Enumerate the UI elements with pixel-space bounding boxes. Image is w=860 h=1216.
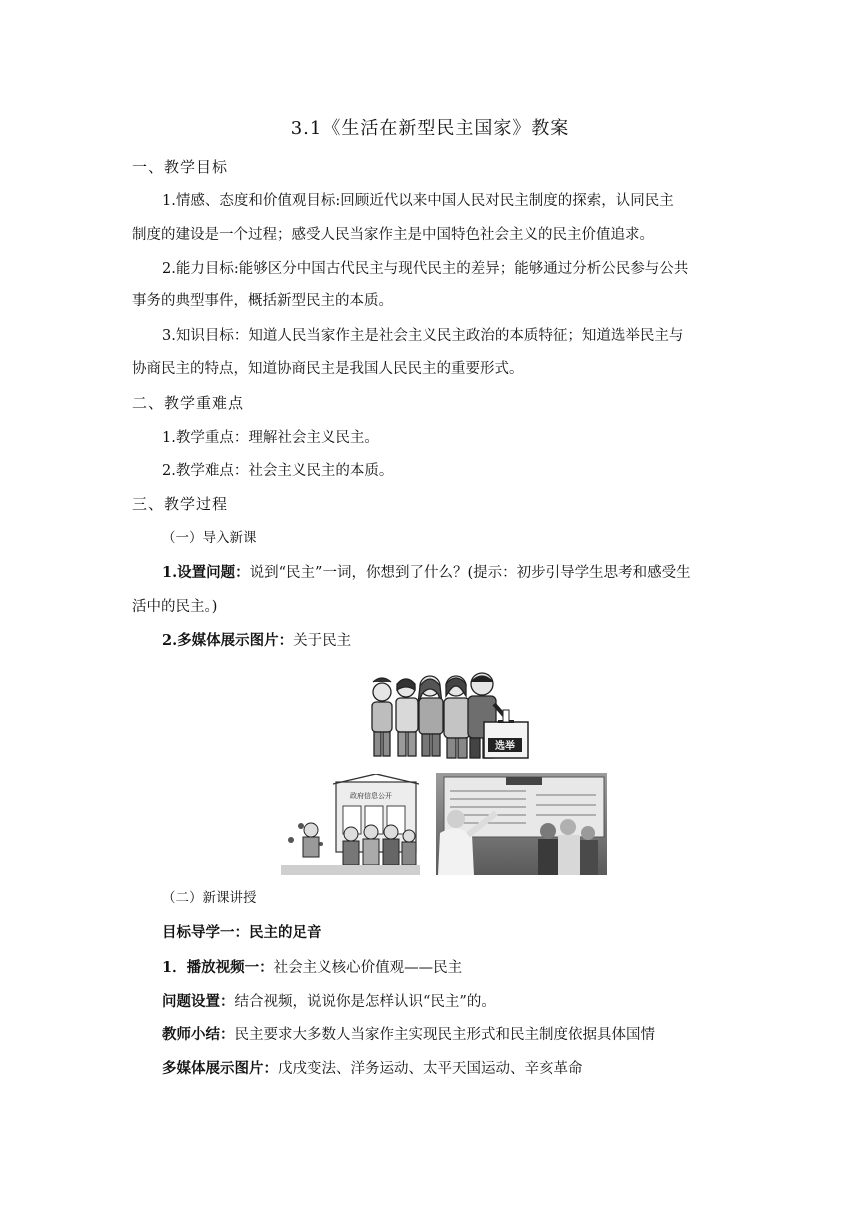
goal-1-line-1: 1.情感、态度和价值观目标:回顾近代以来中国人民对民主制度的探索，认同民主 [162,193,674,209]
teacher-summary-text: 民主要求大多数人当家作主实现民主形式和民主制度依据具体国情 [234,1027,655,1043]
question-1-continued: 活中的民主。) [132,599,218,615]
video-1-text: 社会主义核心价值观——民主 [273,960,463,976]
goal-2-line-1: 2.能力目标:能够区分中国古代民主与现代民主的差异；能够通过分析公民参与公共 [162,261,689,277]
section-heading-keypoints: 二、教学重难点 [132,394,245,412]
multimedia-1-label: 2.多媒体展示图片： [162,632,294,649]
page-title: 3.1《生活在新型民主国家》教案 [290,118,570,139]
notice-board-photo [436,773,607,875]
key-point-2: 2.教学难点：社会主义民主的本质。 [162,463,394,479]
goal-1-line-2: 制度的建设是一个过程；感受人民当家作主是中国特色社会主义的民主价值追求。 [132,227,654,243]
video-1 [162,958,462,978]
teacher-summary-label: 教师小结： [162,1026,235,1043]
video-1-label: 1．播放视频一： [162,959,274,976]
question-1-label: 1.设置问题： [162,564,250,581]
key-point-1: 1.教学重点：理解社会主义民主。 [162,430,379,446]
multimedia-1-text: 关于民主 [293,633,352,649]
goal-2-line-2: 事务的典型事件，概括新型民主的本质。 [132,293,393,309]
multimedia-2 [162,1059,583,1079]
goal-3-line-2: 协商民主的特点，知道协商民主是我国人民民主的重要形式。 [132,361,524,377]
subsection-intro: （一）导入新课 [162,530,257,546]
ballot-box-label: 选举 [495,741,515,752]
question-setting-label: 问题设置： [162,993,235,1010]
question-1-text: 说到“民主”一词，你想到了什么？(提示：初步引导学生思考和感受生 [249,565,691,581]
question-setting [162,992,496,1012]
gov-info-illustration [281,774,420,875]
goal-3-line-1: 3.知识目标：知道人民当家作主是社会主义民主政治的本质特征；知道选举民主与 [162,328,684,344]
multimedia-2-text: 戊戌变法、洋务运动、太平天国运动、辛亥革命 [278,1061,583,1077]
section-heading-process: 三、教学过程 [132,495,229,513]
election-illustration [360,664,532,762]
section-heading-goals: 一、教学目标 [132,158,229,176]
question-setting-text: 结合视频，说说你是怎样认识“民主”的。 [234,994,496,1010]
teacher-summary [162,1025,655,1045]
multimedia-2-label: 多媒体展示图片： [162,1060,278,1077]
gov-info-sign: 政府信息公开 [350,792,392,800]
multimedia-1 [162,631,351,651]
question-1 [162,563,691,583]
subsection-new-lesson: （二）新课讲授 [162,890,257,906]
target-heading-1: 目标导学一：民主的足音 [162,924,322,941]
